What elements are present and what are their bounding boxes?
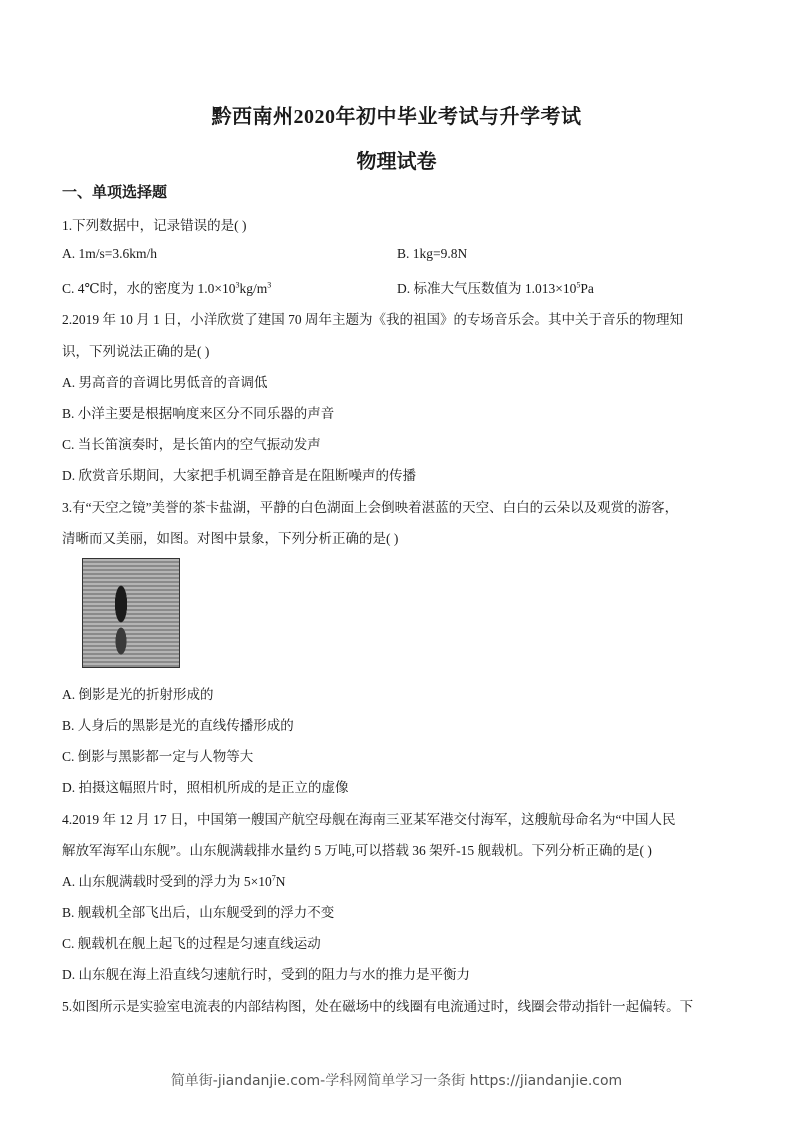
superscript: 7	[271, 873, 276, 883]
question-2-stem-line-1: 2.2019 年 10 月 1 日，小洋欣赏了建国 70 周年主题为《我的祖国》的专场音乐会。其中关于音乐的物理知	[62, 312, 683, 327]
option-text: kg/m	[239, 281, 268, 296]
question-1-stem: 1.下列数据中，记录错误的是( )	[62, 218, 247, 233]
option-text: A. 山东舰满载时受到的浮力为 5×10	[62, 874, 272, 889]
question-5-stem-line-1: 5.如图所示是实验室电流表的内部结构图，处在磁场中的线圈有电流通过时，线圈会带动指针一起偏转。下	[62, 999, 694, 1014]
question-2-option-c: C. 当长笛演奏时，是长笛内的空气振动发声	[62, 437, 321, 452]
question-1-option-d	[397, 277, 594, 297]
watermark-footer: 简单街-jiandanjie.com-学科网简单学习一条街 https://jiandanjie.com	[170, 1073, 623, 1089]
question-4-option-d: D. 山东舰在海上沿直线匀速航行时，受到的阻力与水的推力是平衡力	[62, 967, 470, 982]
question-4-option-c: C. 舰载机在舰上起飞的过程是匀速直线运动	[62, 936, 321, 951]
question-2-option-a: A. 男高音的音调比男低音的音调低	[62, 375, 268, 390]
salt-lake-photo	[82, 558, 180, 668]
superscript: 3	[267, 280, 272, 290]
question-1-option-c	[62, 277, 271, 297]
question-2-stem-line-2: 识，下列说法正确的是( )	[62, 344, 210, 359]
exam-subtitle: 物理试卷	[356, 151, 437, 173]
question-1-option-a: A. 1m/s=3.6km/h	[62, 246, 157, 261]
question-4-option-b: B. 舰载机全部飞出后，山东舰受到的浮力不变	[62, 905, 335, 920]
exam-title: 黔西南州2020年初中毕业考试与升学考试	[211, 106, 582, 128]
question-2-option-b: B. 小洋主要是根据响度来区分不同乐器的声音	[62, 406, 335, 421]
question-1-option-b: B. 1kg=9.8N	[397, 246, 468, 261]
question-4-stem-line-1: 4.2019 年 12 月 17 日，中国第一艘国产航空母舰在海南三亚某军港交付海军，这艘航母命名为“中国人民	[62, 812, 676, 827]
question-3-option-b: B. 人身后的黑影是光的直线传播形成的	[62, 718, 294, 733]
option-text: D. 标准大气压数值为 1.013×10	[397, 281, 577, 296]
option-text: N	[275, 874, 286, 889]
question-3-stem-line-2: 清晰而又美丽，如图。对图中景象，下列分析正确的是( )	[62, 531, 399, 546]
question-3-option-c: C. 倒影与黑影都一定与人物等大	[62, 749, 254, 764]
superscript: 5	[576, 280, 581, 290]
question-4-option-a	[62, 870, 286, 890]
option-text: C. 4℃时，水的密度为 1.0×10	[62, 281, 236, 296]
question-2-option-d: D. 欣赏音乐期间，大家把手机调至静音是在阻断噪声的传播	[62, 468, 416, 483]
question-3-stem-line-1: 3.有“天空之镜”美誉的茶卡盐湖，平静的白色湖面上会倒映着湛蓝的天空、白白的云朵以及观赏的游客，	[62, 500, 679, 515]
question-3-option-a: A. 倒影是光的折射形成的	[62, 687, 214, 702]
option-text: Pa	[580, 281, 594, 296]
question-4-stem-line-2: 解放军海军山东舰”。山东舰满载排水量约 5 万吨,可以搭载 36 架歼-15 舰载机。下列分析正确的是( )	[62, 843, 652, 858]
section-heading: 一、单项选择题	[62, 185, 168, 201]
superscript: 3	[235, 280, 240, 290]
question-3-option-d: D. 拍摄这幅照片时，照相机所成的是正立的虚像	[62, 780, 349, 795]
